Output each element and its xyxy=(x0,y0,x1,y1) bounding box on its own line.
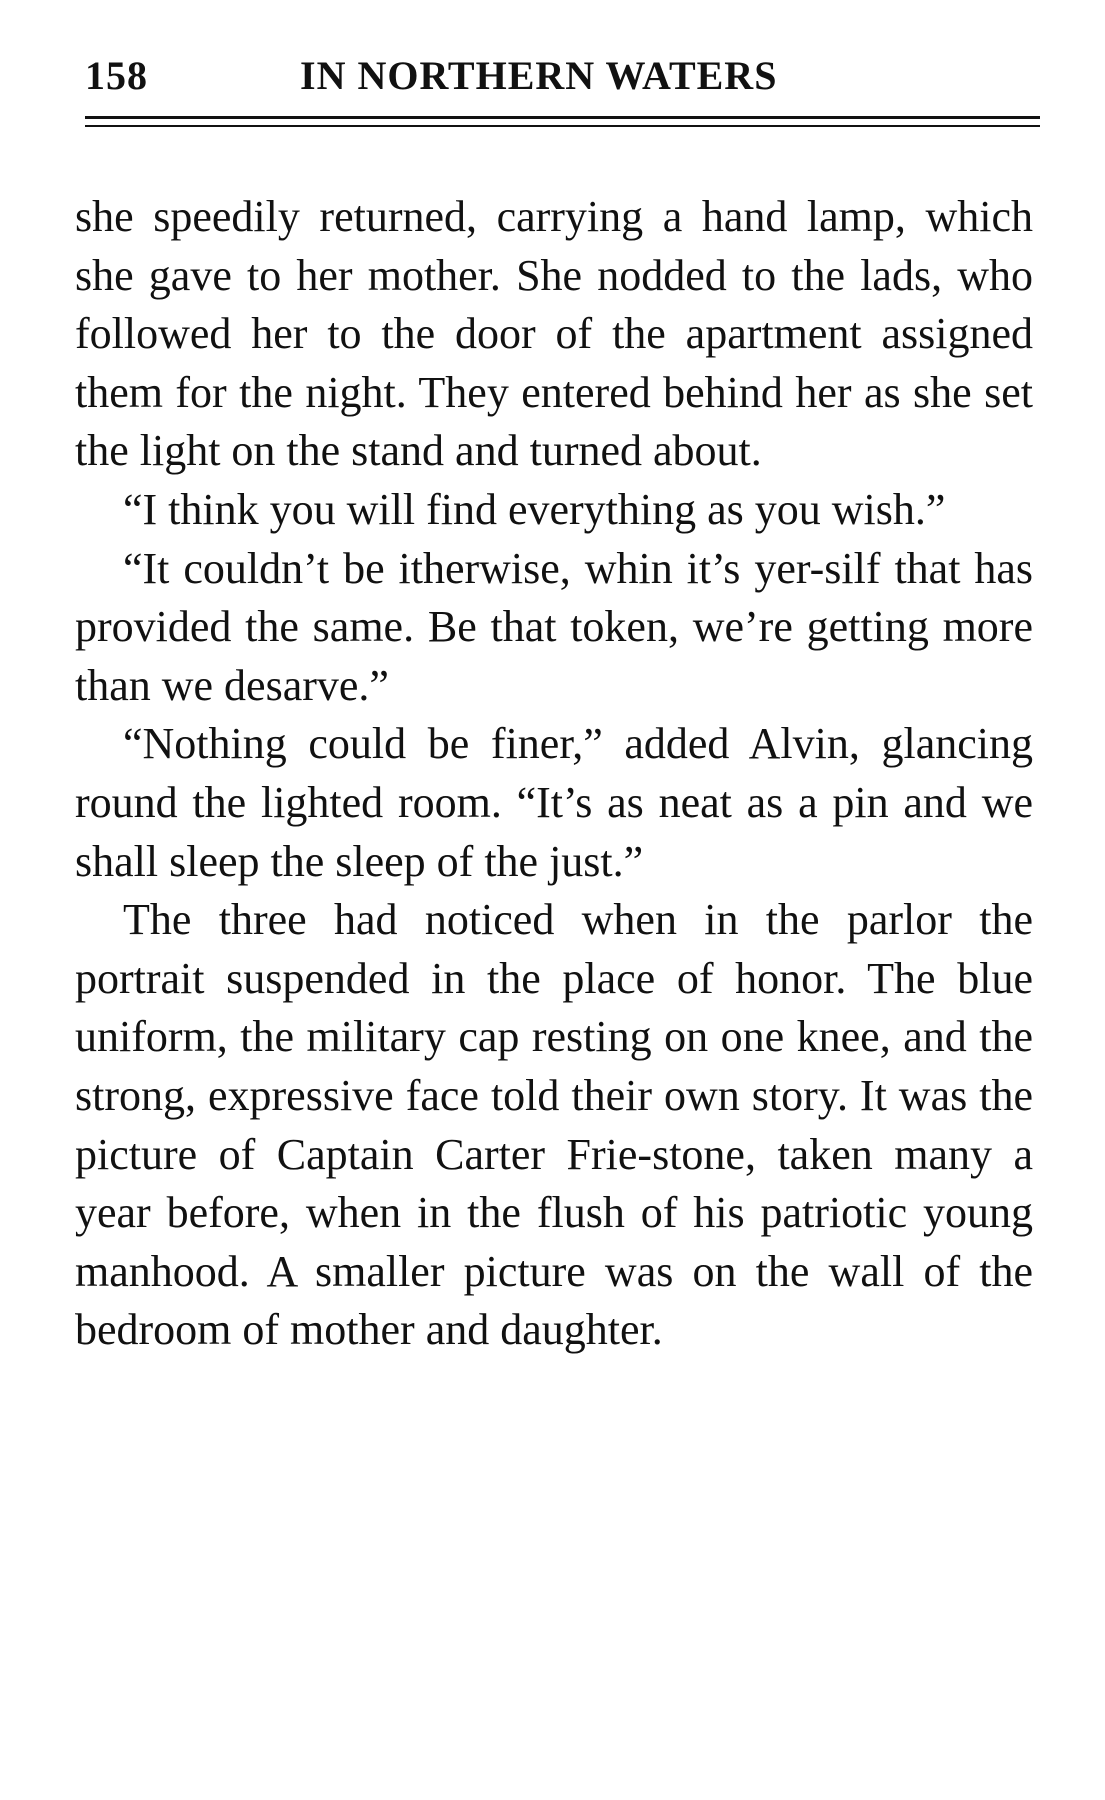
page-header xyxy=(85,52,1040,102)
header-rule-thin xyxy=(85,125,1040,127)
running-head: IN NORTHERN WATERS xyxy=(300,53,778,98)
paragraph: “I think you will find everything as you wish.” xyxy=(123,484,946,534)
paragraph: she speedily returned, carrying a hand lamp, which she gave to her mother. She nodded to the lads, who followed her to the door of the apartment assigned them for the night. They entered behind her as she set the light on the stand and turned about. xyxy=(75,192,1033,476)
paragraph: The three had noticed when in the parlor the portrait suspended in the place of honor. The blue uniform, the military cap resting on one knee, and the strong, expressive face told their own story. It was the picture of Captain Carter Frie-stone, taken many a year before, when in the flush of his patriotic young manhood. A smaller picture was on the wall of the bedroom of mother and daughter. xyxy=(75,895,1033,1355)
paragraph: “It couldn’t be itherwise, whin it’s yer-silf that has provided the same. Be that token, we’re getting more than we desarve.” xyxy=(75,543,1033,710)
body-text xyxy=(75,188,1033,1360)
page-number: 158 xyxy=(85,53,148,98)
header-rule-thick xyxy=(85,116,1040,119)
paragraph: “Nothing could be finer,” added Alvin, glancing round the lighted room. “It’s as neat as a pin and we shall sleep the sleep of the just.” xyxy=(75,719,1033,886)
